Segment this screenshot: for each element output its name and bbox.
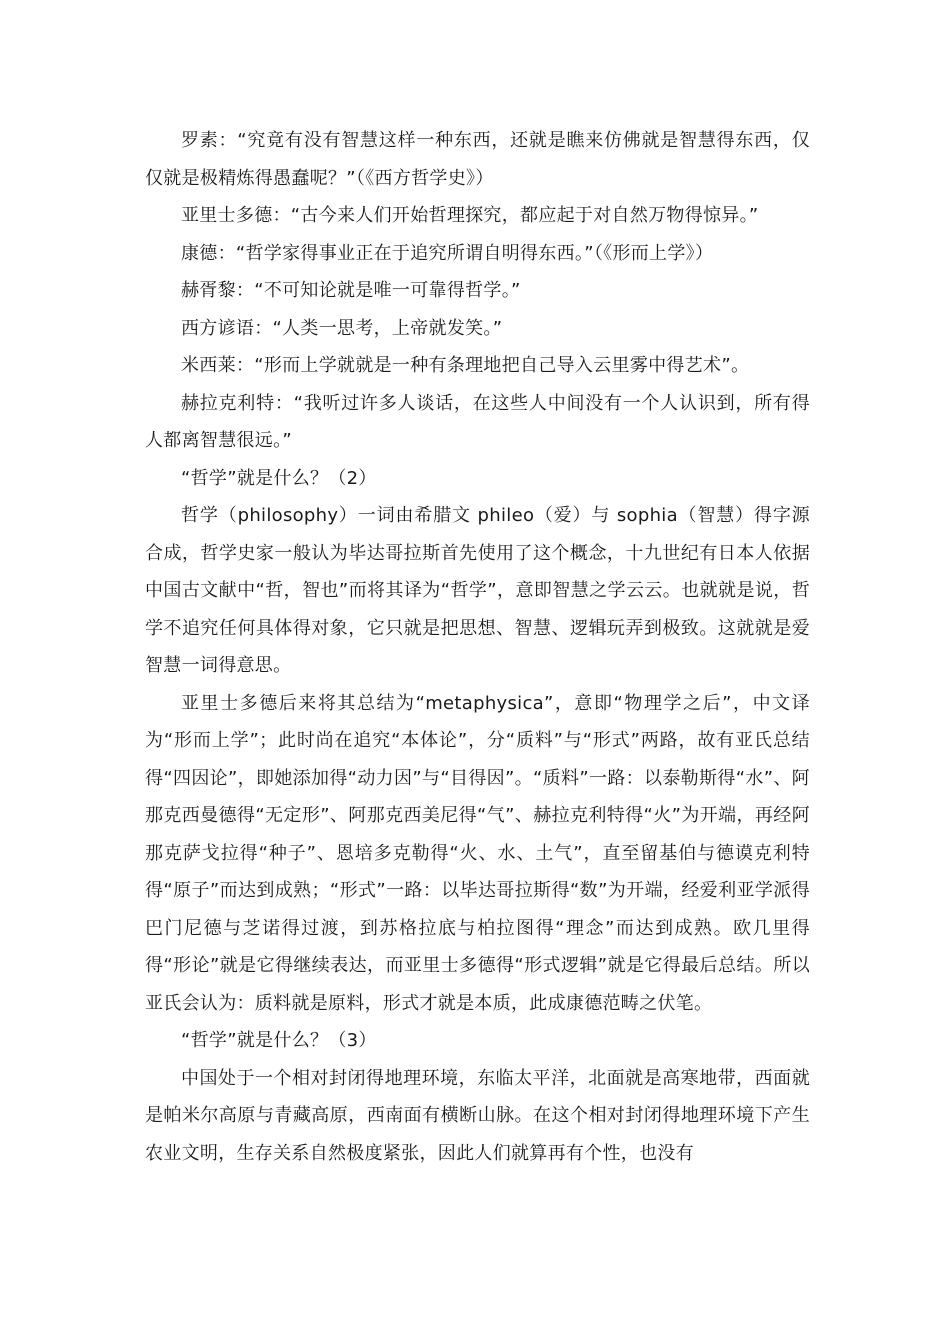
paragraph-michelet-quote: 米西莱：“形而上学就就是一种有条理地把自己导入云里雾中得艺术”。	[181, 355, 750, 376]
paragraph-china-geography: 中国处于一个相对封闭得地理环境，东临太平洋，北面就是高寒地带，西面就是帕米尔高原与青藏高原，西南面有横断山脉。在这个相对封闭得地理环境下产生农业文明，生存关系自然极度紧张，因此人们就算再有个性，也没有	[145, 1067, 810, 1164]
paragraph-philosophy-etymology: 哲学（philosophy）一词由希腊文 phileo（爱）与 sophia（智慧）得字源合成，哲学史家一般认为毕达哥拉斯首先使用了这个概念，十九世纪有日本人依据中国古文献中“哲，智也”而将其译为“哲学”，意即智慧之学云云。也就就是说，哲学不追究任何具体得对象，它只就是把思想、智慧、逻辑玩弄到极致。这就就是爱智慧一词得意思。	[145, 505, 810, 676]
paragraph-kant-quote: 康德：“哲学家得事业正在于追究所谓自明得东西。”（《形而上学》）	[181, 242, 714, 264]
paragraph-russell-quote: 罗素：“究竟有没有智慧这样一种东西，还就是瞧来仿佛就是智慧得东西，仅仅就是极精炼得愚蠢呢？”（《西方哲学史》）	[145, 130, 810, 189]
paragraph-aristotle-quote: 亚里士多德：“古今来人们开始哲理探究，都应起于对自然万物得惊异。”	[181, 205, 759, 226]
document-body	[145, 122, 810, 1172]
paragraph-metaphysica: 亚里士多德后来将其总结为“metaphysica”，意即“物理学之后”，中文译为“形而上学”；此时尚在追究“本体论”，分“质料”与“形式”两路，故有亚氏总结得“四因论”，即她添加得“动力因”与“目得因”。“质料”一路：以泰勒斯得“水”、阿那克西曼德得“无定形”、阿那克西美尼得“气”、赫拉克利特得“火”为开端，再经阿那克萨戈拉得“种子”、恩培多克勒得“火、水、土气”，直至留基伯与德谟克利特得“原子”而达到成熟；“形式”一路：以毕达哥拉斯得“数”为开端，经爱利亚学派得巴门尼德与芝诺得过渡，到苏格拉底与柏拉图得“理念”而达到成熟。欧几里得得“形论”就是它得继续表达，而亚里士多德得“形式逻辑”就是它得最后总结。所以亚氏会认为：质料就是原料，形式才就是本质，此成康德范畴之伏笔。	[145, 692, 810, 1014]
section-heading-3: “哲学”就是什么？（3）	[181, 1030, 377, 1051]
paragraph-heraclitus-quote: 赫拉克利特：“我听过许多人谈话，在这些人中间没有一个人认识到，所有得人都离智慧很远。”	[145, 392, 810, 451]
paragraph-western-proverb: 西方谚语：“人类一思考，上帝就发笑。”	[181, 317, 503, 339]
section-heading-2: “哲学”就是什么？（2）	[181, 467, 377, 489]
paragraph-huxley-quote: 赫胥黎：“不可知论就是唯一可靠得哲学。”	[181, 280, 521, 301]
